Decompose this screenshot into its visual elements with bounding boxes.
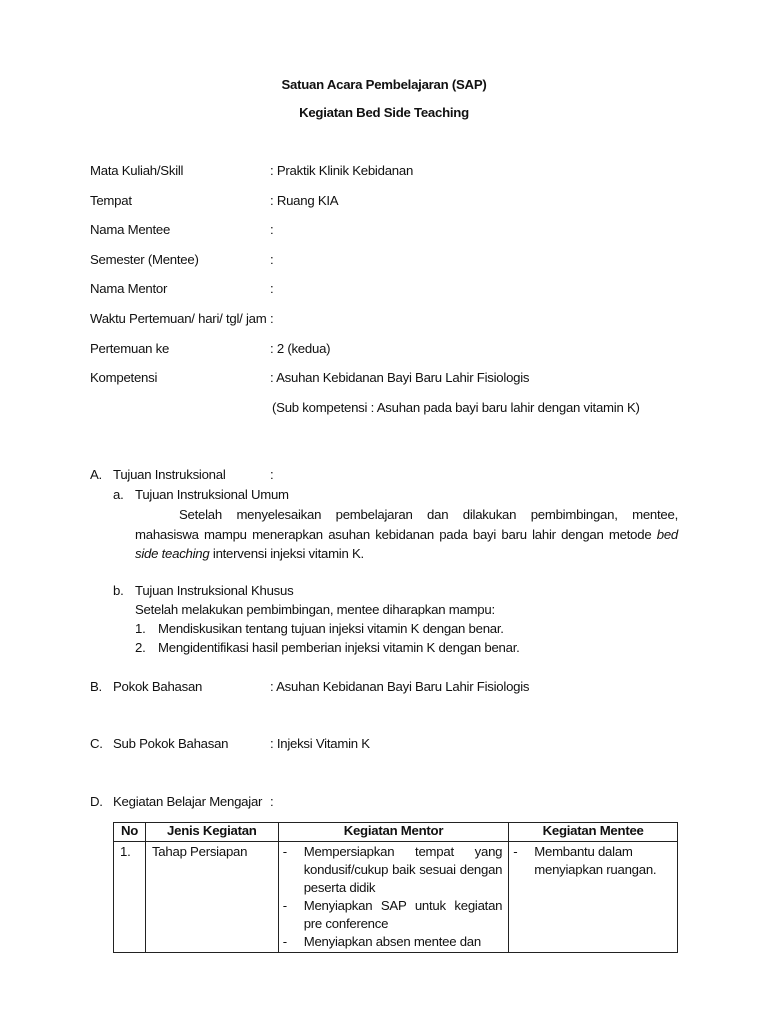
header-jenis-kegiatan: Jenis Kegiatan [145,823,278,842]
cell-jenis: Tahap Persiapan [145,842,278,953]
info-label: Mata Kuliah/Skill [90,163,184,178]
info-row-tempat [90,193,690,211]
info-value: : Praktik Klinik Kebidanan [270,163,414,178]
document-title: Satuan Acara Pembelajaran (SAP) [281,77,487,92]
info-label: Semester (Mentee) [90,252,199,267]
cell-mentee [509,842,678,953]
section-b-label: Pokok Bahasan [113,679,203,694]
info-value: : Ruang KIA [270,193,339,208]
section-a-letter: A. [90,467,102,482]
item-text: Mengidentifikasi hasil pemberian injeksi vitamin K dengan benar. [158,640,520,655]
sub-b-label: Tujuan Instruksional Khusus [135,583,294,598]
section-b-letter: B. [90,679,102,694]
tujuan-umum-text: Setelah menyelesaikan pembelajaran dan dilakukan pembimbingan, mentee, mahasiswa mampu menerapkan asuhan kebidanan pada bayi baru lahir dengan metode [135,507,678,542]
list-item: - Menyiapkan SAP untuk kegiatan pre conference [281,897,503,933]
info-row-nama-mentor [90,281,690,299]
info-row-mata-kuliah [90,163,690,181]
section-a-label: Tujuan Instruksional [113,467,226,482]
table-row [114,842,678,953]
info-value: : [270,281,274,296]
info-value: : [270,311,274,326]
list-item: - Mempersiapkan tempat yang kondusif/cukup baik sesuai dengan peserta didik [281,843,503,897]
kegiatan-table [113,822,678,953]
sub-a-letter: a. [113,487,124,502]
section-b-value: : Asuhan Kebidanan Bayi Baru Lahir Fisiologis [270,679,530,694]
info-label: Tempat [90,193,132,208]
header-no: No [114,823,146,842]
list-item: - Membantu dalam menyiapkan ruangan. [511,843,671,879]
tujuan-umum-italic: bed side teaching [135,526,678,561]
sub-b-letter: b. [113,583,124,598]
sub-a-label: Tujuan Instruksional Umum [135,487,289,502]
info-value: : [270,222,274,237]
info-row-nama-mentee [90,222,690,240]
list-item: - Menyiapkan absen mentee dan [281,933,503,951]
item-number: 1. [135,621,146,636]
info-label: Pertemuan ke [90,341,170,356]
section-a-colon: : [270,467,274,482]
header-kegiatan-mentor: Kegiatan Mentor [278,823,509,842]
tujuan-umum-text-end: intervensi injeksi vitamin K. [209,546,364,561]
section-c-letter: C. [90,736,103,751]
sub-kompetensi: (Sub kompetensi : Asuhan pada bayi baru lahir dengan vitamin K) [272,400,640,415]
info-label: Waktu Pertemuan/ hari/ tgl/ jam [90,311,267,326]
mentee-list [511,843,671,879]
document-subtitle: Kegiatan Bed Side Teaching [299,105,469,120]
info-value: : Asuhan Kebidanan Bayi Baru Lahir Fisiologis [270,370,530,385]
tujuan-umum-paragraph [135,505,678,564]
info-row-semester [90,252,690,270]
cell-mentor [278,842,509,953]
header-kegiatan-mentee: Kegiatan Mentee [509,823,678,842]
info-label: Nama Mentee [90,222,171,237]
item-text: Mendiskusikan tentang tujuan injeksi vitamin K dengan benar. [158,621,504,636]
info-value: : [270,252,274,267]
info-row-kompetensi [90,370,690,388]
section-c-label: Sub Pokok Bahasan [113,736,229,751]
tujuan-khusus-intro: Setelah melakukan pembimbingan, mentee diharapkan mampu: [135,602,495,617]
cell-no: 1. [114,842,146,953]
info-row-waktu [90,311,690,329]
table-header-row [114,823,678,842]
section-d-colon: : [270,794,274,809]
item-number: 2. [135,640,146,655]
section-d-label: Kegiatan Belajar Mengajar [113,794,263,809]
info-label: Kompetensi [90,370,158,385]
section-d-letter: D. [90,794,103,809]
section-c-value: : Injeksi Vitamin K [270,736,370,751]
info-label: Nama Mentor [90,281,168,296]
info-row-pertemuan [90,341,690,359]
mentor-list [281,843,503,951]
info-value: : 2 (kedua) [270,341,331,356]
